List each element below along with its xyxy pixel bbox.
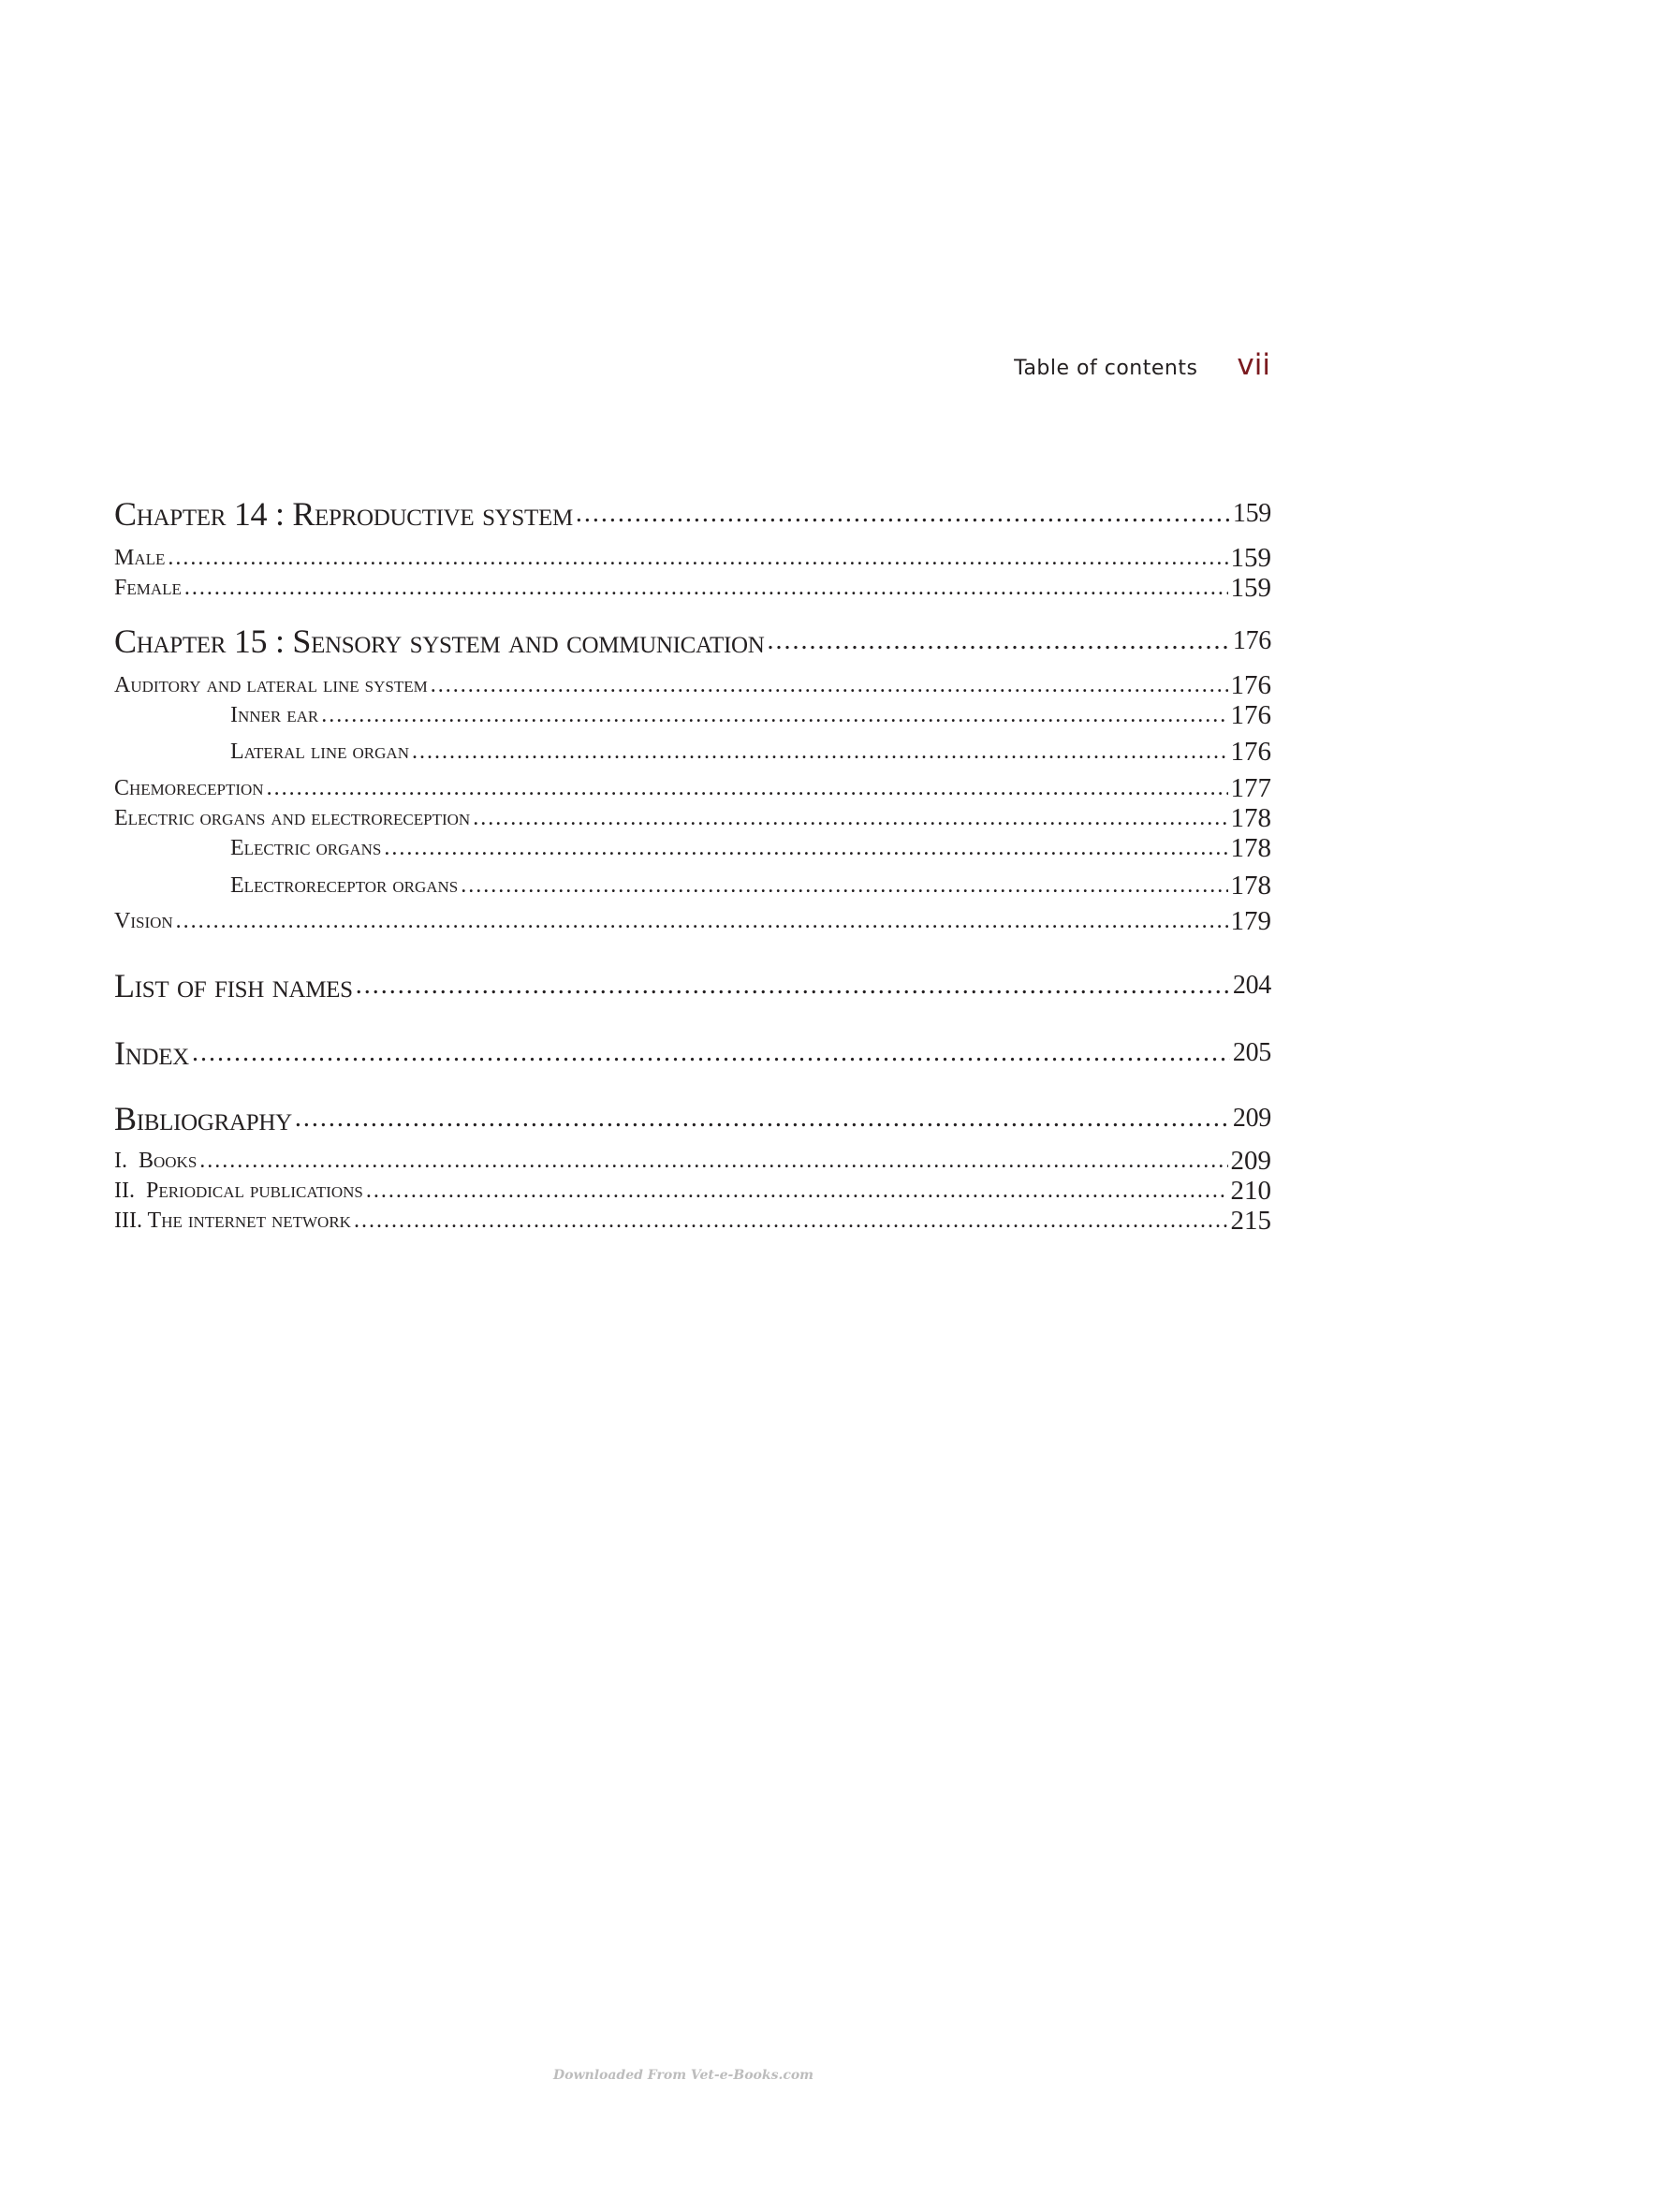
toc-entry-page: 177 bbox=[1230, 773, 1271, 803]
toc-entry-bibliography[interactable] bbox=[114, 1097, 1271, 1140]
toc-entry-label: I. Books bbox=[114, 1149, 198, 1173]
toc-entry-page: 178 bbox=[1230, 871, 1271, 901]
toc-entry-label: Inner ear bbox=[230, 703, 319, 727]
toc-entry-books[interactable] bbox=[114, 1146, 1271, 1176]
toc-entry-label: Lateral line organ bbox=[230, 740, 409, 764]
toc-entry-label: Chapter 14 : Reproductive system bbox=[114, 495, 573, 533]
toc-entry-chapter-15[interactable] bbox=[114, 620, 1271, 663]
toc-entry-index[interactable] bbox=[114, 1032, 1271, 1075]
toc-entry-male[interactable] bbox=[114, 543, 1271, 573]
toc-entry-label: Electroreceptor organs bbox=[230, 873, 459, 898]
running-header bbox=[936, 348, 1270, 395]
toc-entry-label: III. The internet network bbox=[114, 1209, 351, 1233]
toc-entry-page: 210 bbox=[1230, 1176, 1271, 1206]
toc-entry-periodical-publications[interactable] bbox=[114, 1176, 1271, 1206]
dot-leader bbox=[168, 543, 1227, 573]
header-title: Table of contents bbox=[1014, 357, 1198, 380]
toc-entry-electroreceptor-organs[interactable] bbox=[230, 870, 1271, 901]
toc-entry-page: 176 bbox=[1230, 700, 1271, 730]
toc-entry-label: Electric organs and electroreception bbox=[114, 806, 471, 830]
toc-entry-label: List of fish names bbox=[114, 967, 353, 1004]
toc-entry-lateral-line-organ[interactable] bbox=[230, 736, 1271, 768]
toc-entry-label: Chemoreception bbox=[114, 776, 264, 800]
dot-leader bbox=[356, 964, 1230, 1007]
toc-entry-page: 176 bbox=[1230, 670, 1271, 700]
dot-leader bbox=[354, 1206, 1228, 1236]
toc-entry-electric-organs[interactable] bbox=[230, 832, 1271, 864]
toc-entry-page: 178 bbox=[1230, 833, 1271, 863]
toc-entry-label: Bibliography bbox=[114, 1100, 292, 1137]
header-page-number: vii bbox=[1237, 348, 1270, 382]
dot-leader bbox=[321, 699, 1227, 731]
toc-entry-page: 159 bbox=[1230, 543, 1271, 573]
dot-leader bbox=[192, 1032, 1230, 1075]
toc-entry-label: Chapter 15 : Sensory system and communication bbox=[114, 623, 765, 660]
dot-leader bbox=[295, 1097, 1230, 1140]
toc-entry-page: 176 bbox=[1232, 626, 1271, 655]
dot-leader bbox=[431, 670, 1228, 700]
dot-leader bbox=[184, 573, 1228, 603]
dot-leader bbox=[767, 620, 1229, 663]
toc-entry-female[interactable] bbox=[114, 573, 1271, 603]
dot-leader bbox=[461, 870, 1227, 901]
toc-entry-internet-network[interactable] bbox=[114, 1206, 1271, 1236]
toc-entry-vision[interactable] bbox=[114, 906, 1271, 936]
toc-entry-label: Female bbox=[114, 576, 182, 600]
toc-entry-page: 205 bbox=[1232, 1038, 1271, 1067]
toc-entry-inner-ear[interactable] bbox=[230, 699, 1271, 731]
dot-leader bbox=[576, 492, 1230, 535]
dot-leader bbox=[199, 1146, 1227, 1176]
toc-entry-chemoreception[interactable] bbox=[114, 773, 1271, 803]
toc-entry-label: II. Periodical publications bbox=[114, 1179, 363, 1203]
download-watermark: Downloaded From Vet-e-Books.com bbox=[552, 2068, 814, 2083]
dot-leader bbox=[267, 773, 1228, 803]
dot-leader bbox=[412, 736, 1228, 768]
dot-leader bbox=[473, 803, 1227, 833]
toc-entry-page: 209 bbox=[1230, 1146, 1271, 1176]
toc-entry-label: Auditory and lateral line system bbox=[114, 673, 428, 697]
toc-entry-page: 176 bbox=[1230, 737, 1271, 767]
dot-leader bbox=[366, 1176, 1228, 1206]
toc-entry-electric-organs-electroreception[interactable] bbox=[114, 803, 1271, 833]
toc-entry-page: 159 bbox=[1230, 573, 1271, 603]
toc-entry-auditory[interactable] bbox=[114, 670, 1271, 700]
toc-entry-chapter-14[interactable] bbox=[114, 492, 1271, 535]
dot-leader bbox=[384, 832, 1227, 864]
toc-entry-page: 159 bbox=[1232, 499, 1271, 528]
toc-entry-page: 209 bbox=[1232, 1104, 1271, 1133]
toc-entry-page: 215 bbox=[1230, 1206, 1271, 1236]
toc-entry-list-of-fish-names[interactable] bbox=[114, 964, 1271, 1007]
toc-entry-page: 179 bbox=[1230, 906, 1271, 936]
toc-entry-label: Index bbox=[114, 1034, 189, 1072]
toc-entry-label: Male bbox=[114, 546, 166, 570]
dot-leader bbox=[176, 906, 1228, 936]
toc-entry-page: 204 bbox=[1232, 971, 1271, 1000]
toc-entry-label: Electric organs bbox=[230, 836, 382, 860]
toc-entry-label: Vision bbox=[114, 909, 173, 933]
toc-entry-page: 178 bbox=[1230, 803, 1271, 833]
